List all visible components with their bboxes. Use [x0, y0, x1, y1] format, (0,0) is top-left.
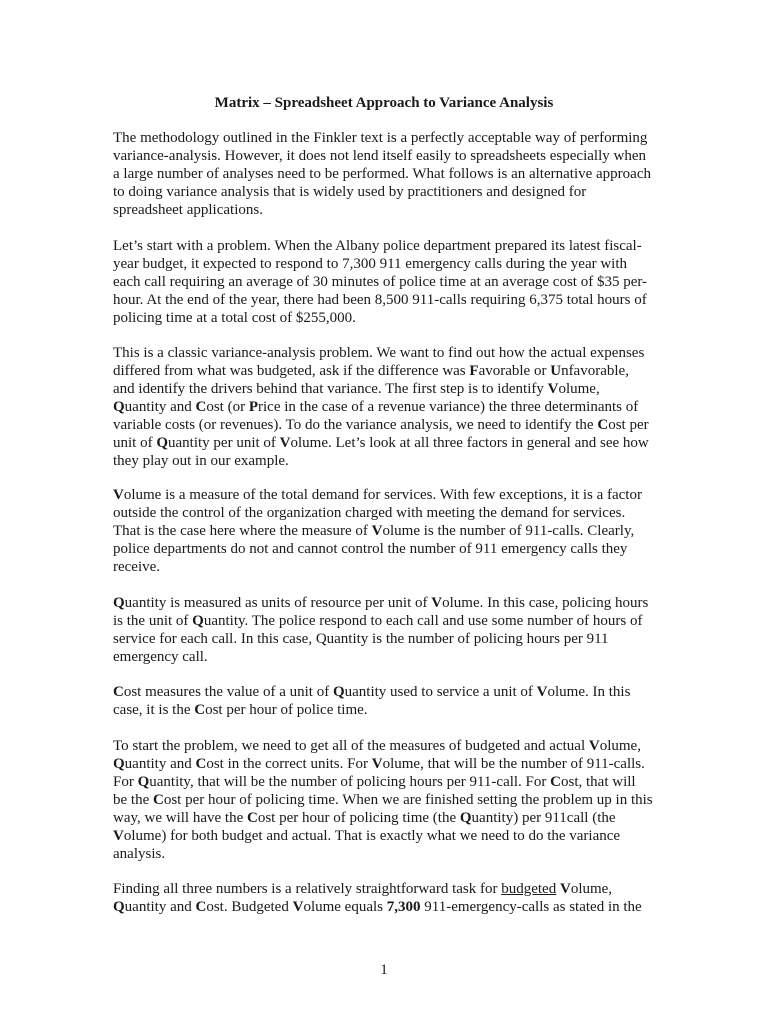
text-line: police departments do not and cannot control the number of 911 emergency calls they: [113, 541, 628, 557]
text-line: Let’s start with a problem. When the Albany police department prepared its latest fiscal-: [113, 238, 642, 254]
text-line: be the Cost per hour of policing time. When we are finished setting the problem up in this: [113, 792, 653, 808]
text-line: Cost measures the value of a unit of Quantity used to service a unit of Volume. In this: [113, 684, 631, 700]
text-line: and identify the drivers behind that variance. The first step is to identify Volume,: [113, 381, 600, 397]
text-line: hour. At the end of the year, there had been 8,500 911-calls requiring 6,375 total hours of: [113, 292, 647, 308]
text-line: outside the control of the organization charged with meeting the demand for services.: [113, 505, 626, 521]
text-line: each call requiring an average of 30 minutes of police time at an average cost of $35 per-: [113, 274, 648, 290]
paragraph-quantity: [113, 594, 661, 666]
text-line: unit of Quantity per unit of Volume. Let’s look at all three factors in general and see how: [113, 435, 649, 451]
text-line: receive.: [113, 559, 161, 575]
text-line: Quantity and Cost (or Price in the case of a revenue variance) the three determinants of: [113, 399, 639, 415]
paragraph-classic-problem: [113, 344, 661, 470]
text-line: emergency call.: [113, 649, 208, 665]
underlined-word: budgeted: [501, 881, 557, 897]
paragraph-volume: [113, 486, 661, 576]
text-line: year budget, it expected to respond to 7,300 911 emergency calls during the year with: [113, 256, 628, 272]
text-line: case, it is the Cost per hour of police time.: [113, 702, 368, 718]
text-line: This is a classic variance-analysis problem. We want to find out how the actual expenses: [113, 345, 645, 361]
text-line: variance-analysis. However, it does not lend itself easily to spreadsheets especially when: [113, 148, 646, 164]
text-line: to doing variance analysis that is widely used by practitioners and designed for: [113, 184, 587, 200]
text-line: spreadsheet applications.: [113, 202, 263, 218]
text-line: Quantity and Cost in the correct units. For Volume, that will be the number of 911-calls.: [113, 756, 645, 772]
text-line: way, we will have the Cost per hour of policing time (the Quantity) per 911call (the: [113, 810, 616, 826]
paragraph-cost: [113, 683, 661, 719]
text-line: analysis.: [113, 846, 166, 862]
text-line: Finding all three numbers is a relatively straightforward task for budgeted Volume,: [113, 881, 613, 897]
text-line: Quantity is measured as units of resource per unit of Volume. In this case, policing hours: [113, 595, 649, 611]
text-line: is the unit of Quantity. The police respond to each call and use some number of hours of: [113, 613, 643, 629]
text-line: a large number of analyses need to be performed. What follows is an alternative approach: [113, 166, 651, 182]
paragraph-budgeted: [113, 880, 661, 916]
document-title: Matrix – Spreadsheet Approach to Variance Analysis: [214, 95, 554, 111]
text-line: they play out in our example.: [113, 453, 289, 469]
text-line: Volume is a measure of the total demand for services. With few exceptions, it is a factor: [113, 487, 642, 503]
text-line: policing time at a total cost of $255,000.: [113, 310, 356, 326]
text-line: That is the case here where the measure of Volume is the number of 911-calls. Clearly,: [113, 523, 635, 539]
text-line: variable costs (or revenues). To do the variance analysis, we need to identify the Cost per: [113, 417, 649, 433]
text-line: Quantity and Cost. Budgeted Volume equals 7,300 911-emergency-calls as stated in the: [113, 899, 642, 915]
text-line: For Quantity, that will be the number of policing hours per 911-call. For Cost, that will: [113, 774, 636, 790]
text-line: To start the problem, we need to get all of the measures of budgeted and actual Volume,: [113, 738, 641, 754]
text-line: differed from what was budgeted, ask if the difference was Favorable or Unfavorable,: [113, 363, 629, 379]
text-line: Volume) for both budget and actual. That is exactly what we need to do the variance: [113, 828, 621, 844]
page-number: 1: [380, 962, 388, 978]
paragraph-start-problem: [113, 737, 661, 863]
paragraph-intro: [113, 129, 661, 219]
paragraph-problem: [113, 237, 661, 327]
text-line: The methodology outlined in the Finkler text is a perfectly acceptable way of performing: [113, 130, 648, 146]
text-line: service for each call. In this case, Quantity is the number of policing hours per 911: [113, 631, 609, 647]
